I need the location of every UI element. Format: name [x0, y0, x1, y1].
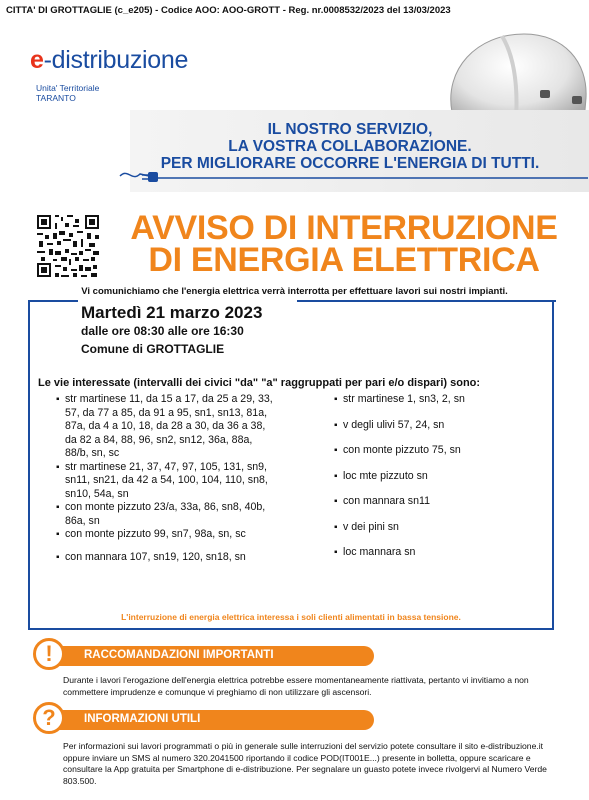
- street-item: ▪ loc mte pizzuto sn: [334, 470, 544, 484]
- qr-code: [35, 213, 101, 279]
- frame-top-right-edge: [297, 300, 556, 302]
- street-item: ▪ v degli ulivi 57, 24, sn: [334, 419, 544, 433]
- streets-heading: Le vie interessate (intervalli dei civici "da" "a" raggruppati per pari e/o dispari) sono:: [38, 377, 481, 389]
- streets-list-right: [334, 393, 544, 560]
- unit-city: TARANTO: [36, 93, 76, 103]
- notice-title: [104, 209, 584, 279]
- plug-cable-graphic: [118, 164, 589, 184]
- exclamation-icon: !: [33, 638, 65, 670]
- street-item: ▪ con mannara sn11: [334, 495, 544, 509]
- streets-list-left: [56, 393, 278, 564]
- notice-title-line-2: DI ENERGIA ELETTRICA: [148, 241, 540, 279]
- notice-title-line-1: AVVISO DI INTERRUZIONE: [130, 209, 558, 247]
- street-item: ▪ v dei pini sn: [334, 521, 544, 535]
- outage-hours: dalle ore 08:30 alle ore 16:30: [81, 324, 244, 338]
- info-text: Per informazioni sui lavori programmati o più in generale sulle interruzioni del servizio potete consultare il sito e-distribuzione.it oppure inviare un SMS al numero 320.2041500 riportando il codice POD(IT001E...) presente in bolletta, oppure scaricare e consultare la App gratuita per Smartphone di e-distribuzione. Per segnalare un guasto potete invece rivolgervi al Numero Verde 803.500.: [63, 741, 547, 786]
- street-item: ▪ con mannara 107, sn19, 120, sn18, sn: [56, 551, 278, 565]
- recommendations-text: Durante i lavori l'erogazione dell'energia elettrica potrebbe essere momentaneamente riattivata, pertanto vi invitiamo a non commettere imprudenze e comunque vi preghiamo di non utilizzare gli ascensori.: [63, 675, 529, 697]
- outage-municipality: Comune di GROTTAGLIE: [81, 342, 225, 356]
- slogan-line-1: IL NOSTRO SERVIZIO,: [267, 121, 433, 138]
- slogan-line-3: PER MIGLIORARE OCCORRE L'ENERGIA DI TUTTI.: [160, 155, 540, 172]
- street-item: ▪ con monte pizzuto 99, sn7, 98a, sn, sc: [56, 528, 278, 542]
- street-item: ▪ str martinese 11, da 15 a 17, da 25 a 29, 33, 57, da 77 a 85, da 91 a 95, sn1, sn13, 81a, 87a, da 4 a 10, 18, da 28 a 30, da 36 a 38, da 82 a 84, 88, 96, sn2, sn12, 36a, 88a, 88/b, sn, sc: [56, 393, 278, 461]
- e-distribuzione-logo: [30, 46, 188, 75]
- protocol-reference: CITTA' DI GROTTAGLIE (c_e205) - Codice AOO: AOO-GROTT - Reg. nr.0008532/2023 del 13/03/2023: [6, 5, 451, 16]
- logo-wordmark: -distribuzione: [43, 46, 189, 74]
- unit-label: Unita' Territoriale: [36, 83, 100, 93]
- info-title: INFORMAZIONI UTILI: [84, 713, 201, 725]
- outage-date: Martedì 21 marzo 2023: [81, 303, 263, 322]
- street-item: ▪ loc mannara sn: [334, 546, 544, 560]
- street-item: ▪ str martinese 1, sn3, 2, sn: [334, 393, 544, 407]
- slogan-line-2: LA VOSTRA COLLABORAZIONE.: [228, 138, 472, 155]
- frame-top-left-edge: [28, 300, 78, 302]
- street-item: ▪ str martinese 21, 37, 47, 97, 105, 131, sn9, sn11, sn21, da 42 a 54, 100, 104, 110, sn8, sn10, 54a, sn: [56, 461, 278, 502]
- notice-intro: Vi comunichiamo che l'energia elettrica verrà interrotta per effettuare lavori sui nostri impianti.: [81, 286, 508, 297]
- low-voltage-note: L'interruzione di energia elettrica interessa i soli clienti alimentati in bassa tensione.: [121, 612, 461, 622]
- logo-e-letter: e: [30, 46, 44, 74]
- recommendations-title: RACCOMANDAZIONI IMPORTANTI: [84, 649, 274, 661]
- territorial-unit: [36, 83, 99, 103]
- question-mark-icon: ?: [33, 702, 65, 734]
- street-item: ▪ con monte pizzuto 75, sn: [334, 444, 544, 458]
- street-item: ▪ con monte pizzuto 23/a, 33a, 86, sn8, 40b, 86a, sn: [56, 501, 278, 528]
